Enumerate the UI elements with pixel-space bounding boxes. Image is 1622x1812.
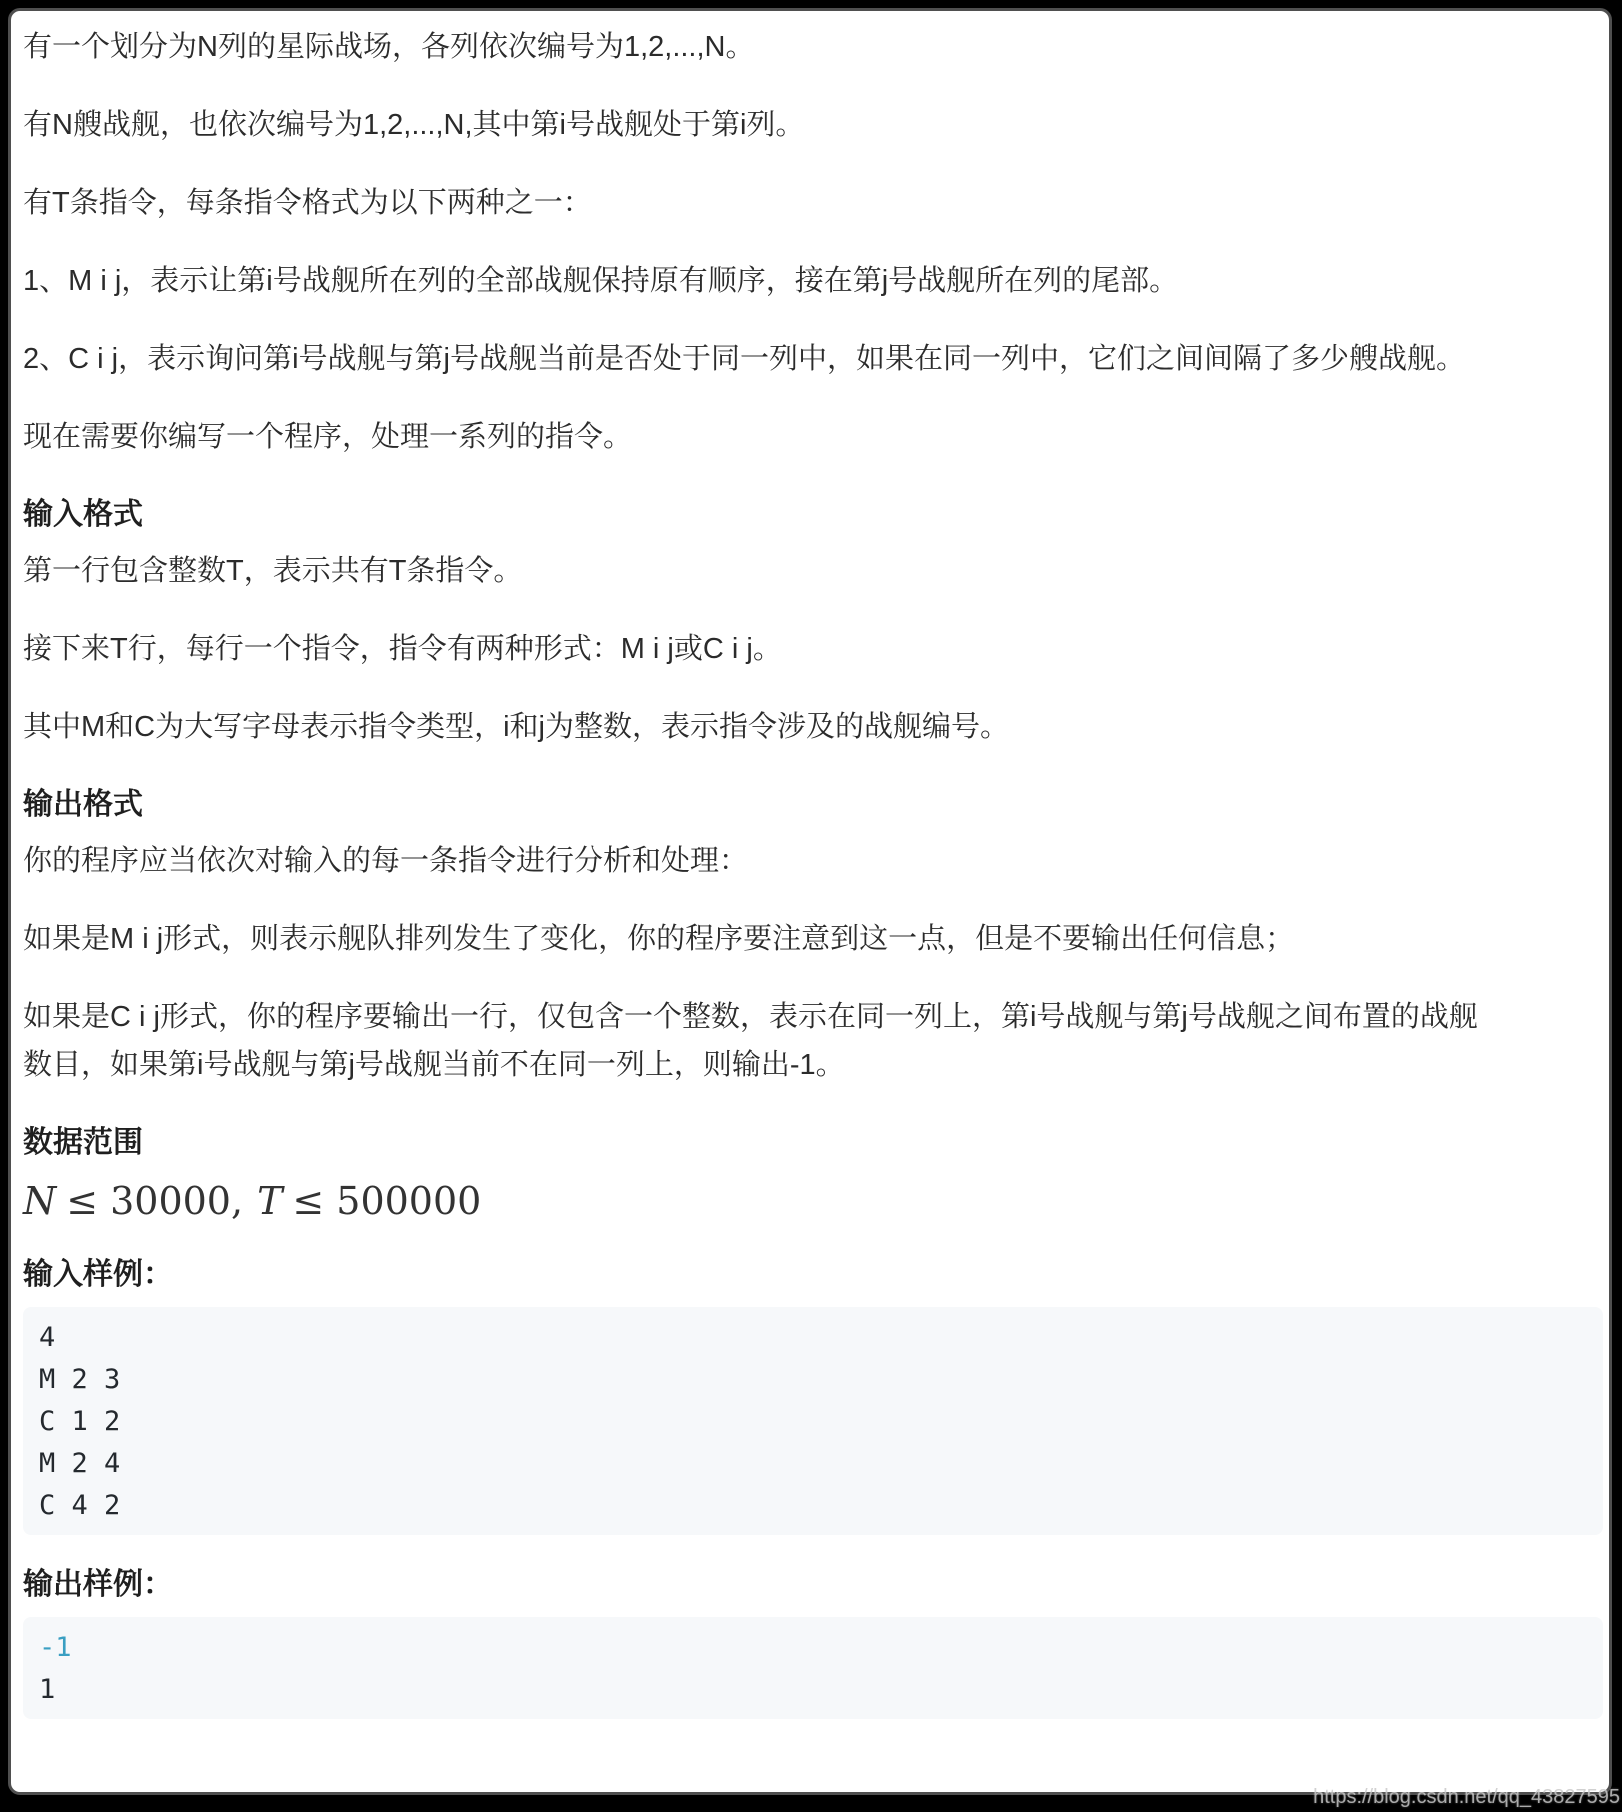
input-format-paragraph-2: 接下来T行，每行一个指令，指令有两种形式：M i j或C i j。 [23, 633, 782, 665]
output-sample-heading: 输出样例： [23, 1568, 173, 1601]
description-paragraph-6: 现在需要你编写一个程序，处理一系列的指令。 [23, 421, 633, 453]
output-format-paragraph-3 [23, 993, 1603, 1089]
formula-variable-t: T [257, 1179, 283, 1223]
output-format-paragraph-3-line-1: 如果是C i j形式，你的程序要输出一行，仅包含一个整数，表示在同一列上，第i号战舰与第j号战舰之间布置的战舰 [23, 1001, 1478, 1033]
formula-leq-2: ≤ [292, 1179, 325, 1223]
output-format-paragraph-1: 你的程序应当依次对输入的每一条指令进行分析和处理： [23, 845, 749, 877]
input-sample-code-block [23, 1307, 1603, 1535]
input-sample-heading: 输入样例： [23, 1258, 173, 1291]
input-format-paragraph-3: 其中M和C为大写字母表示指令类型，i和j为整数，表示指令涉及的战舰编号。 [23, 711, 1009, 743]
output-sample-code-block [23, 1617, 1603, 1719]
input-format-paragraph-1: 第一行包含整数T，表示共有T条指令。 [23, 555, 523, 587]
problem-statement-card [8, 8, 1612, 1795]
output-format-heading: 输出格式 [23, 788, 143, 821]
input-sample-line: M 2 4 [39, 1448, 121, 1479]
output-format-paragraph-3-line-2: 数目，如果第i号战舰与第j号战舰当前不在同一列上，则输出-1。 [23, 1049, 845, 1081]
description-paragraph-5: 2、C i j，表示询问第i号战舰与第j号战舰当前是否处于同一列中，如果在同一列中，它们之间间隔了多少艘战舰。 [23, 343, 1465, 375]
formula-value-t: 500000 [336, 1179, 482, 1223]
output-format-paragraph-2: 如果是M i j形式，则表示舰队排列发生了变化，你的程序要注意到这一点，但是不要输出任何信息； [23, 923, 1295, 955]
input-sample-line: M 2 3 [39, 1364, 121, 1395]
data-range-formula [23, 1175, 1603, 1227]
formula-value-n: 30000, [110, 1179, 244, 1223]
formula-leq-1: ≤ [66, 1179, 99, 1223]
input-sample-line: C 1 2 [39, 1406, 121, 1437]
input-sample-line: C 4 2 [39, 1490, 121, 1521]
input-sample-line: 4 [39, 1322, 56, 1353]
csdn-watermark-url: https://blog.csdn.net/qq_43827595 [1313, 1786, 1620, 1808]
output-sample-line: 1 [39, 1674, 56, 1705]
output-sample-line-highlighted: -1 [39, 1632, 72, 1663]
data-range-heading: 数据范围 [23, 1126, 143, 1159]
formula-variable-n: N [23, 1179, 57, 1223]
description-paragraph-1: 有一个划分为N列的星际战场，各列依次编号为1,2,...,N。 [23, 31, 755, 63]
input-format-heading: 输入格式 [23, 498, 143, 531]
description-paragraph-3: 有T条指令，每条指令格式为以下两种之一： [23, 187, 592, 219]
description-paragraph-2: 有N艘战舰，也依次编号为1,2,...,N,其中第i号战舰处于第i列。 [23, 109, 805, 141]
description-paragraph-4: 1、M i j，表示让第i号战舰所在列的全部战舰保持原有顺序，接在第j号战舰所在列的尾部。 [23, 265, 1179, 297]
